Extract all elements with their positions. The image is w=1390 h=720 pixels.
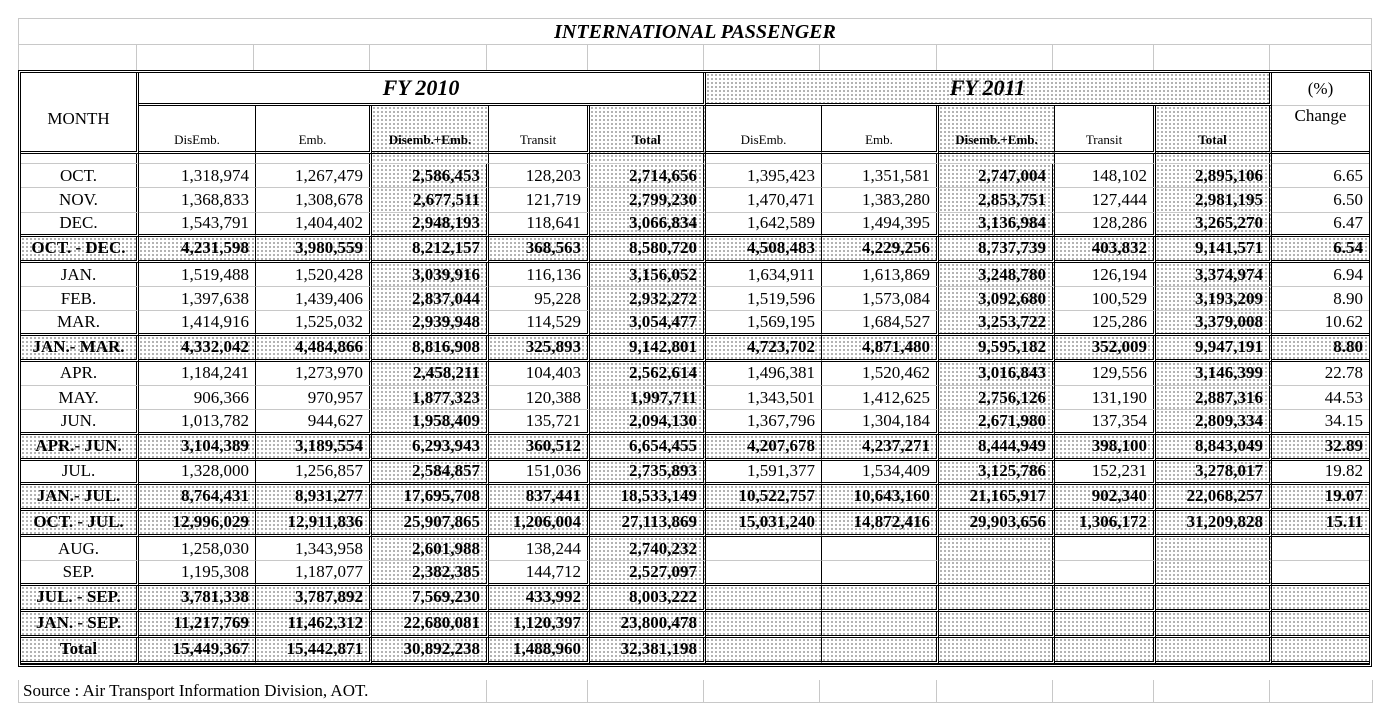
month-cell: APR. — [21, 362, 139, 386]
pct-header-top: (%) — [1272, 73, 1369, 106]
value-cell-fy2011: 3,265,270 — [1156, 213, 1272, 237]
value-cell-fy2011: 1,684,527 — [822, 311, 939, 335]
value-cell-fy2011: 125,286 — [1055, 311, 1156, 335]
value-cell-fy2011 — [1055, 537, 1156, 561]
month-cell: DEC. — [21, 213, 139, 237]
month-cell: OCT. - DEC. — [21, 237, 139, 263]
value-cell-fy2011: 131,190 — [1055, 386, 1156, 410]
table-row — [21, 537, 1369, 561]
value-cell-fy2010: 1,256,857 — [256, 461, 372, 485]
value-cell-fy2011: 2,895,106 — [1156, 164, 1272, 188]
spacer-cell — [939, 154, 1055, 164]
value-cell-fy2011 — [822, 612, 939, 638]
table-row — [21, 410, 1369, 434]
value-cell-fy2010: 837,441 — [489, 485, 590, 511]
month-cell: MAY. — [21, 386, 139, 410]
subtotal-row — [21, 511, 1369, 537]
table-row — [21, 188, 1369, 212]
value-cell-fy2011: 128,286 — [1055, 213, 1156, 237]
pct-change-cell: 8.90 — [1272, 287, 1369, 311]
month-cell: JAN. - SEP. — [21, 612, 139, 638]
value-cell-fy2010: 3,980,559 — [256, 237, 372, 263]
month-cell: NOV. — [21, 188, 139, 212]
value-cell-fy2011: 9,947,191 — [1156, 336, 1272, 362]
spacer-cell — [590, 154, 706, 164]
value-cell-fy2010: 11,462,312 — [256, 612, 372, 638]
value-cell-fy2011 — [706, 561, 822, 585]
value-cell-fy2011 — [1156, 537, 1272, 561]
value-cell-fy2010: 120,388 — [489, 386, 590, 410]
value-cell-fy2011: 100,529 — [1055, 287, 1156, 311]
value-cell-fy2010: 8,931,277 — [256, 485, 372, 511]
value-cell-fy2011: 10,522,757 — [706, 485, 822, 511]
value-cell-fy2011: 2,853,751 — [939, 188, 1055, 212]
value-cell-fy2010: 11,217,769 — [139, 612, 256, 638]
value-cell-fy2011: 2,671,980 — [939, 410, 1055, 434]
month-cell: JUL. - SEP. — [21, 586, 139, 612]
month-cell: FEB. — [21, 287, 139, 311]
pct-change-cell — [1272, 561, 1369, 585]
value-cell-fy2010: 2,939,948 — [372, 311, 489, 335]
pct-change-cell: 34.15 — [1272, 410, 1369, 434]
value-cell-fy2010: 9,142,801 — [590, 336, 706, 362]
value-cell-fy2011: 4,237,271 — [822, 435, 939, 461]
value-cell-fy2010: 15,449,367 — [139, 638, 256, 664]
month-cell: SEP. — [21, 561, 139, 585]
table-row — [21, 362, 1369, 386]
value-cell-fy2010: 114,529 — [489, 311, 590, 335]
blank-row — [18, 45, 1372, 70]
value-cell-fy2011: 1,534,409 — [822, 461, 939, 485]
value-cell-fy2011 — [706, 586, 822, 612]
month-cell: Total — [21, 638, 139, 664]
month-header: MONTH — [21, 106, 139, 154]
value-cell-fy2010: 360,512 — [489, 435, 590, 461]
spacer-cell — [256, 154, 372, 164]
value-cell-fy2011: 4,871,480 — [822, 336, 939, 362]
spacer-cell — [1055, 154, 1156, 164]
pct-change-cell: 6.54 — [1272, 237, 1369, 263]
value-cell-fy2010: 3,189,554 — [256, 435, 372, 461]
column-header-fy2010-disemb: DisEmb. — [139, 106, 256, 154]
subtotal-row — [21, 237, 1369, 263]
spacer-cell — [372, 154, 489, 164]
value-cell-fy2011: 1,412,625 — [822, 386, 939, 410]
pct-change-cell: 19.07 — [1272, 485, 1369, 511]
value-cell-fy2010: 1,258,030 — [139, 537, 256, 561]
table-row — [21, 311, 1369, 335]
spacer-cell — [822, 154, 939, 164]
value-cell-fy2010: 1,877,323 — [372, 386, 489, 410]
value-cell-fy2011: 3,379,008 — [1156, 311, 1272, 335]
value-cell-fy2010: 2,601,988 — [372, 537, 489, 561]
value-cell-fy2010: 2,586,453 — [372, 164, 489, 188]
value-cell-fy2011 — [939, 638, 1055, 664]
value-cell-fy2010: 135,721 — [489, 410, 590, 434]
value-cell-fy2010: 2,740,232 — [590, 537, 706, 561]
value-cell-fy2011: 1,613,869 — [822, 263, 939, 287]
value-cell-fy2010: 8,580,720 — [590, 237, 706, 263]
value-cell-fy2011 — [1055, 561, 1156, 585]
value-cell-fy2010: 12,911,836 — [256, 511, 372, 537]
value-cell-fy2010: 368,563 — [489, 237, 590, 263]
pct-change-cell: 10.62 — [1272, 311, 1369, 335]
value-cell-fy2010: 121,719 — [489, 188, 590, 212]
spacer-cell — [21, 154, 139, 164]
value-cell-fy2011: 2,809,334 — [1156, 410, 1272, 434]
value-cell-fy2010: 1,267,479 — [256, 164, 372, 188]
value-cell-fy2011: 126,194 — [1055, 263, 1156, 287]
value-cell-fy2011: 1,395,423 — [706, 164, 822, 188]
value-cell-fy2011: 1,520,462 — [822, 362, 939, 386]
value-cell-fy2010: 2,458,211 — [372, 362, 489, 386]
pct-change-cell: 22.78 — [1272, 362, 1369, 386]
value-cell-fy2010: 1,439,406 — [256, 287, 372, 311]
value-cell-fy2010: 128,203 — [489, 164, 590, 188]
value-cell-fy2011: 148,102 — [1055, 164, 1156, 188]
value-cell-fy2011: 127,444 — [1055, 188, 1156, 212]
value-cell-fy2011: 1,351,581 — [822, 164, 939, 188]
pct-change-cell: 6.47 — [1272, 213, 1369, 237]
value-cell-fy2011 — [1156, 638, 1272, 664]
value-cell-fy2010: 1,206,004 — [489, 511, 590, 537]
value-cell-fy2010: 2,837,044 — [372, 287, 489, 311]
table-row — [21, 164, 1369, 188]
value-cell-fy2010: 1,013,782 — [139, 410, 256, 434]
value-cell-fy2011 — [939, 612, 1055, 638]
spacer-cell — [1156, 154, 1272, 164]
source-text: Source : Air Transport Information Division, AOT. — [23, 681, 369, 700]
column-header-fy2011-total: Total — [1156, 106, 1272, 154]
value-cell-fy2011 — [1055, 638, 1156, 664]
fy-2011-header: FY 2011 — [706, 73, 1272, 106]
value-cell-fy2010: 906,366 — [139, 386, 256, 410]
value-cell-fy2010: 3,781,338 — [139, 586, 256, 612]
month-cell: OCT. - JUL. — [21, 511, 139, 537]
value-cell-fy2011: 21,165,917 — [939, 485, 1055, 511]
value-cell-fy2010: 944,627 — [256, 410, 372, 434]
value-cell-fy2010: 2,948,193 — [372, 213, 489, 237]
value-cell-fy2010: 1,187,077 — [256, 561, 372, 585]
month-header-top — [21, 73, 139, 106]
value-cell-fy2011: 29,903,656 — [939, 511, 1055, 537]
value-cell-fy2011: 1,573,084 — [822, 287, 939, 311]
value-cell-fy2011 — [939, 537, 1055, 561]
value-cell-fy2011: 31,209,828 — [1156, 511, 1272, 537]
value-cell-fy2010: 1,397,638 — [139, 287, 256, 311]
value-cell-fy2010: 1,488,960 — [489, 638, 590, 664]
pct-change-cell: 6.50 — [1272, 188, 1369, 212]
value-cell-fy2010: 1,997,711 — [590, 386, 706, 410]
value-cell-fy2010: 1,184,241 — [139, 362, 256, 386]
value-cell-fy2011 — [822, 561, 939, 585]
month-cell: JUN. — [21, 410, 139, 434]
column-header-fy2010-total: Total — [590, 106, 706, 154]
value-cell-fy2011: 1,591,377 — [706, 461, 822, 485]
spacer-cell — [1272, 154, 1369, 164]
value-cell-fy2010: 4,484,866 — [256, 336, 372, 362]
column-header-fy2011-transit: Transit — [1055, 106, 1156, 154]
pct-change-cell — [1272, 537, 1369, 561]
value-cell-fy2010: 3,156,052 — [590, 263, 706, 287]
value-cell-fy2011 — [1156, 612, 1272, 638]
month-cell: JAN. — [21, 263, 139, 287]
value-cell-fy2010: 6,293,943 — [372, 435, 489, 461]
month-cell: OCT. — [21, 164, 139, 188]
value-cell-fy2011 — [1055, 612, 1156, 638]
value-cell-fy2010: 1,543,791 — [139, 213, 256, 237]
value-cell-fy2011 — [1055, 586, 1156, 612]
value-cell-fy2010: 2,562,614 — [590, 362, 706, 386]
value-cell-fy2010: 4,332,042 — [139, 336, 256, 362]
value-cell-fy2010: 17,695,708 — [372, 485, 489, 511]
value-cell-fy2011: 1,383,280 — [822, 188, 939, 212]
value-cell-fy2011 — [939, 586, 1055, 612]
value-cell-fy2010: 1,958,409 — [372, 410, 489, 434]
table-row — [21, 287, 1369, 311]
value-cell-fy2010: 1,519,488 — [139, 263, 256, 287]
value-cell-fy2011: 2,887,316 — [1156, 386, 1272, 410]
value-cell-fy2010: 8,764,431 — [139, 485, 256, 511]
pct-header: Change — [1272, 106, 1369, 154]
table-row — [21, 213, 1369, 237]
value-cell-fy2011: 403,832 — [1055, 237, 1156, 263]
value-cell-fy2011 — [822, 586, 939, 612]
month-cell: JAN.- MAR. — [21, 336, 139, 362]
value-cell-fy2010: 1,195,308 — [139, 561, 256, 585]
value-cell-fy2010: 4,231,598 — [139, 237, 256, 263]
value-cell-fy2011: 2,747,004 — [939, 164, 1055, 188]
value-cell-fy2011: 1,367,796 — [706, 410, 822, 434]
value-cell-fy2011: 137,354 — [1055, 410, 1156, 434]
value-cell-fy2010: 2,584,857 — [372, 461, 489, 485]
value-cell-fy2010: 1,120,397 — [489, 612, 590, 638]
value-cell-fy2010: 1,520,428 — [256, 263, 372, 287]
value-cell-fy2010: 104,403 — [489, 362, 590, 386]
value-cell-fy2010: 1,318,974 — [139, 164, 256, 188]
column-header-fy2011-disemb: DisEmb. — [706, 106, 822, 154]
subtotal-row — [21, 638, 1369, 664]
spacer-cell — [489, 154, 590, 164]
value-cell-fy2010: 1,328,000 — [139, 461, 256, 485]
value-cell-fy2010: 6,654,455 — [590, 435, 706, 461]
value-cell-fy2011: 8,444,949 — [939, 435, 1055, 461]
value-cell-fy2011: 8,843,049 — [1156, 435, 1272, 461]
value-cell-fy2010: 118,641 — [489, 213, 590, 237]
pct-change-cell — [1272, 638, 1369, 664]
value-cell-fy2010: 2,735,893 — [590, 461, 706, 485]
value-cell-fy2011: 3,278,017 — [1156, 461, 1272, 485]
value-cell-fy2011: 1,519,596 — [706, 287, 822, 311]
value-cell-fy2011: 8,737,739 — [939, 237, 1055, 263]
value-cell-fy2011 — [706, 537, 822, 561]
value-cell-fy2011: 4,723,702 — [706, 336, 822, 362]
subtotal-row — [21, 336, 1369, 362]
value-cell-fy2011: 152,231 — [1055, 461, 1156, 485]
value-cell-fy2010: 2,799,230 — [590, 188, 706, 212]
value-cell-fy2010: 1,525,032 — [256, 311, 372, 335]
column-header-fy2011-disemb-emb: Disemb.+Emb. — [939, 106, 1055, 154]
value-cell-fy2011: 1,496,381 — [706, 362, 822, 386]
column-header-fy2011-emb: Emb. — [822, 106, 939, 154]
pct-change-cell: 32.89 — [1272, 435, 1369, 461]
value-cell-fy2011 — [822, 537, 939, 561]
value-cell-fy2011: 352,009 — [1055, 336, 1156, 362]
spacer-cell — [139, 154, 256, 164]
value-cell-fy2010: 8,212,157 — [372, 237, 489, 263]
value-cell-fy2010: 18,533,149 — [590, 485, 706, 511]
pct-change-cell: 8.80 — [1272, 336, 1369, 362]
table-row — [21, 461, 1369, 485]
pct-change-cell — [1272, 586, 1369, 612]
value-cell-fy2011: 3,193,209 — [1156, 287, 1272, 311]
spacer-cell — [706, 154, 822, 164]
value-cell-fy2010: 1,273,970 — [256, 362, 372, 386]
value-cell-fy2010: 2,932,272 — [590, 287, 706, 311]
value-cell-fy2010: 12,996,029 — [139, 511, 256, 537]
value-cell-fy2010: 27,113,869 — [590, 511, 706, 537]
value-cell-fy2010: 1,308,678 — [256, 188, 372, 212]
value-cell-fy2010: 2,382,385 — [372, 561, 489, 585]
value-cell-fy2011: 2,756,126 — [939, 386, 1055, 410]
table-row — [21, 561, 1369, 585]
value-cell-fy2010: 8,816,908 — [372, 336, 489, 362]
value-cell-fy2010: 1,343,958 — [256, 537, 372, 561]
value-cell-fy2011: 3,125,786 — [939, 461, 1055, 485]
value-cell-fy2011: 1,634,911 — [706, 263, 822, 287]
month-cell: MAR. — [21, 311, 139, 335]
value-cell-fy2011: 2,981,195 — [1156, 188, 1272, 212]
table-row — [21, 263, 1369, 287]
value-cell-fy2011: 1,494,395 — [822, 213, 939, 237]
value-cell-fy2011: 4,508,483 — [706, 237, 822, 263]
value-cell-fy2010: 116,136 — [489, 263, 590, 287]
value-cell-fy2011: 4,207,678 — [706, 435, 822, 461]
value-cell-fy2010: 2,094,130 — [590, 410, 706, 434]
value-cell-fy2011: 3,016,843 — [939, 362, 1055, 386]
subtotal-row — [21, 586, 1369, 612]
pct-change-cell — [1272, 612, 1369, 638]
subtotal-row — [21, 435, 1369, 461]
value-cell-fy2010: 23,800,478 — [590, 612, 706, 638]
pct-change-cell: 6.65 — [1272, 164, 1369, 188]
source-note — [18, 680, 1372, 703]
value-cell-fy2011: 15,031,240 — [706, 511, 822, 537]
value-cell-fy2011: 1,304,184 — [822, 410, 939, 434]
value-cell-fy2010: 433,992 — [489, 586, 590, 612]
value-cell-fy2011: 3,374,974 — [1156, 263, 1272, 287]
value-cell-fy2011: 398,100 — [1055, 435, 1156, 461]
value-cell-fy2011: 3,248,780 — [939, 263, 1055, 287]
value-cell-fy2010: 7,569,230 — [372, 586, 489, 612]
value-cell-fy2011: 129,556 — [1055, 362, 1156, 386]
value-cell-fy2011 — [706, 638, 822, 664]
value-cell-fy2011: 1,642,589 — [706, 213, 822, 237]
table-title: INTERNATIONAL PASSENGER — [18, 18, 1372, 45]
spacer-row — [21, 154, 1369, 164]
value-cell-fy2010: 3,039,916 — [372, 263, 489, 287]
value-cell-fy2011: 14,872,416 — [822, 511, 939, 537]
month-cell: JAN.- JUL. — [21, 485, 139, 511]
value-cell-fy2011: 9,141,571 — [1156, 237, 1272, 263]
value-cell-fy2011 — [822, 638, 939, 664]
value-cell-fy2011: 4,229,256 — [822, 237, 939, 263]
pct-change-cell: 44.53 — [1272, 386, 1369, 410]
value-cell-fy2010: 325,893 — [489, 336, 590, 362]
value-cell-fy2010: 3,066,834 — [590, 213, 706, 237]
subtotal-row — [21, 612, 1369, 638]
value-cell-fy2010: 22,680,081 — [372, 612, 489, 638]
value-cell-fy2010: 138,244 — [489, 537, 590, 561]
value-cell-fy2011: 22,068,257 — [1156, 485, 1272, 511]
month-cell: JUL. — [21, 461, 139, 485]
value-cell-fy2010: 151,036 — [489, 461, 590, 485]
column-header-fy2010-transit: Transit — [489, 106, 590, 154]
value-cell-fy2010: 15,442,871 — [256, 638, 372, 664]
value-cell-fy2011: 3,146,399 — [1156, 362, 1272, 386]
pct-change-cell: 15.11 — [1272, 511, 1369, 537]
month-cell: APR.- JUN. — [21, 435, 139, 461]
value-cell-fy2011 — [706, 612, 822, 638]
value-cell-fy2011: 902,340 — [1055, 485, 1156, 511]
value-cell-fy2011: 10,643,160 — [822, 485, 939, 511]
pct-change-cell: 19.82 — [1272, 461, 1369, 485]
fy-2010-header: FY 2010 — [139, 73, 706, 106]
column-header-fy2010-disemb-emb: Disemb.+Emb. — [372, 106, 489, 154]
value-cell-fy2010: 2,677,511 — [372, 188, 489, 212]
value-cell-fy2010: 3,104,389 — [139, 435, 256, 461]
value-cell-fy2010: 32,381,198 — [590, 638, 706, 664]
subtotal-row — [21, 485, 1369, 511]
value-cell-fy2010: 2,527,097 — [590, 561, 706, 585]
passenger-table — [18, 70, 1372, 667]
value-cell-fy2011: 3,136,984 — [939, 213, 1055, 237]
pct-change-cell: 6.94 — [1272, 263, 1369, 287]
value-cell-fy2011 — [1156, 561, 1272, 585]
value-cell-fy2011: 1,569,195 — [706, 311, 822, 335]
value-cell-fy2011: 3,092,680 — [939, 287, 1055, 311]
month-cell: AUG. — [21, 537, 139, 561]
value-cell-fy2010: 1,404,402 — [256, 213, 372, 237]
value-cell-fy2010: 3,054,477 — [590, 311, 706, 335]
value-cell-fy2011: 1,470,471 — [706, 188, 822, 212]
value-cell-fy2010: 95,228 — [489, 287, 590, 311]
value-cell-fy2011: 9,595,182 — [939, 336, 1055, 362]
value-cell-fy2010: 970,957 — [256, 386, 372, 410]
value-cell-fy2010: 8,003,222 — [590, 586, 706, 612]
value-cell-fy2010: 30,892,238 — [372, 638, 489, 664]
column-header-fy2010-emb: Emb. — [256, 106, 372, 154]
value-cell-fy2010: 1,414,916 — [139, 311, 256, 335]
table-row — [21, 386, 1369, 410]
value-cell-fy2010: 1,368,833 — [139, 188, 256, 212]
value-cell-fy2010: 25,907,865 — [372, 511, 489, 537]
value-cell-fy2011 — [1156, 586, 1272, 612]
value-cell-fy2010: 2,714,656 — [590, 164, 706, 188]
value-cell-fy2011: 1,343,501 — [706, 386, 822, 410]
value-cell-fy2010: 3,787,892 — [256, 586, 372, 612]
value-cell-fy2011 — [939, 561, 1055, 585]
value-cell-fy2010: 144,712 — [489, 561, 590, 585]
value-cell-fy2011: 3,253,722 — [939, 311, 1055, 335]
value-cell-fy2011: 1,306,172 — [1055, 511, 1156, 537]
